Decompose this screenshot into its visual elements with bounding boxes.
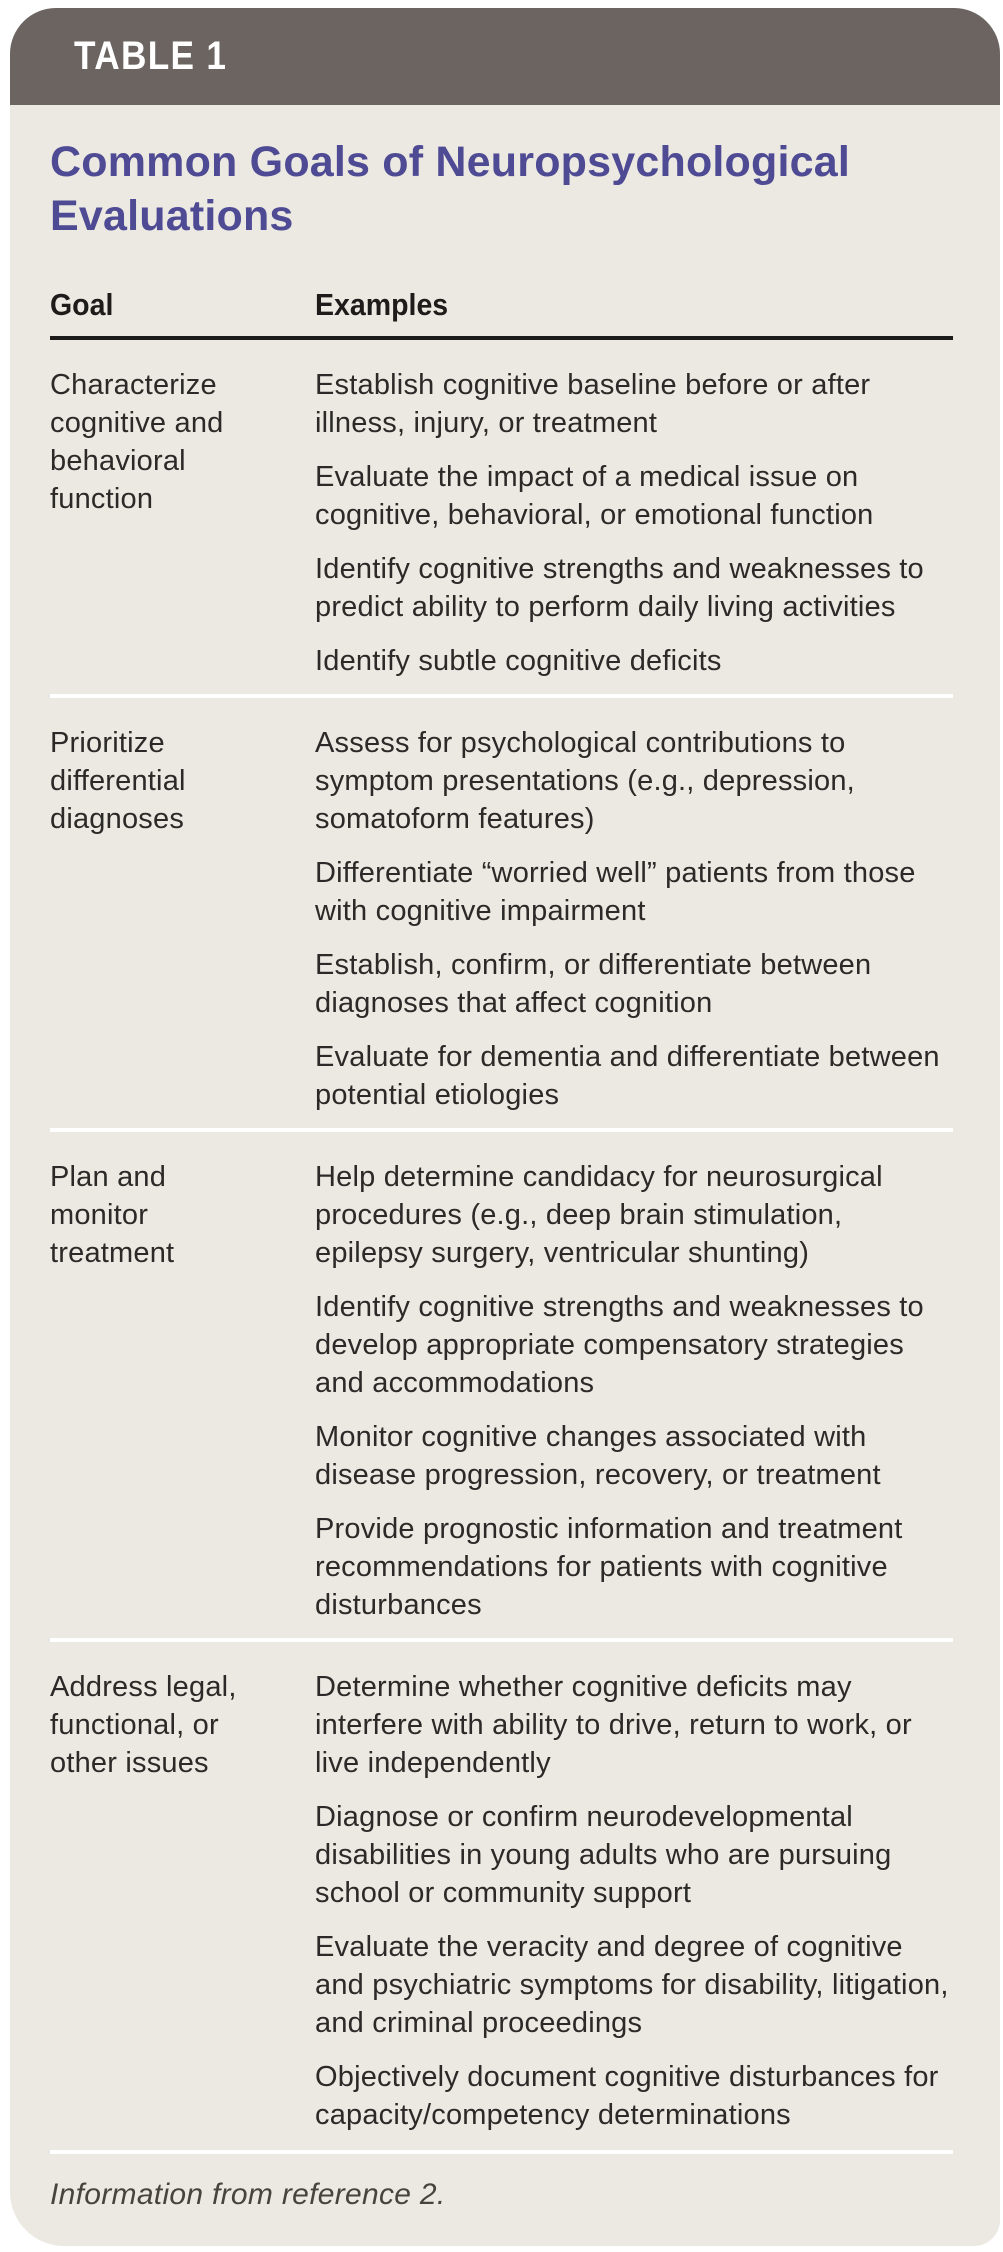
column-header-row [50, 287, 953, 340]
table-tag-bar [10, 8, 1000, 105]
goals-table [50, 287, 953, 2246]
example-item: Evaluate the veracity and degree of cognitive and psychiatric symptoms for disability, litigation, and criminal proceedings [315, 1931, 949, 2039]
goal-cell: Prioritize differential diagnoses [50, 727, 186, 835]
table-row [50, 1128, 953, 1638]
example-item: Evaluate the impact of a medical issue on cognitive, behavioral, or emotional function [315, 461, 874, 531]
table-footer [50, 2150, 953, 2246]
table-row [50, 1638, 953, 2148]
table-title: Common Goals of Neuropsychological Evaluations [50, 138, 851, 240]
examples-cell [315, 724, 953, 1114]
goal-cell: Characterize cognitive and behavioral function [50, 369, 224, 515]
column-header-goal: Goal [50, 287, 114, 322]
example-item: Assess for psychological contributions to symptom presentations (e.g., depression, somatoform features) [315, 727, 855, 835]
table-row [50, 340, 953, 694]
example-item: Objectively document cognitive disturbances for capacity/competency determinations [315, 2061, 939, 2131]
example-item: Diagnose or confirm neurodevelopmental disabilities in young adults who are pursuing school or community support [315, 1801, 892, 1909]
example-item: Provide prognostic information and treatment recommendations for patients with cognitive disturbances [315, 1513, 903, 1621]
example-item: Determine whether cognitive deficits may interfere with ability to drive, return to work, or live independently [315, 1671, 912, 1779]
example-item: Identify subtle cognitive deficits [315, 645, 722, 677]
example-item: Evaluate for dementia and differentiate between potential etiologies [315, 1041, 940, 1111]
example-item: Identify cognitive strengths and weaknesses to develop appropriate compensatory strategies and accommodations [315, 1291, 924, 1399]
examples-cell [315, 1668, 953, 2134]
goal-cell: Address legal, functional, or other issues [50, 1671, 237, 1779]
footer-note: Information from reference 2. [50, 2178, 446, 2211]
example-item: Differentiate “worried well” patients from those with cognitive impairment [315, 857, 916, 927]
examples-cell [315, 366, 953, 680]
table-row [50, 694, 953, 1128]
example-item: Establish, confirm, or differentiate between diagnoses that affect cognition [315, 949, 872, 1019]
examples-cell [315, 1158, 953, 1624]
column-header-examples: Examples [315, 287, 449, 322]
goal-cell: Plan and monitor treatment [50, 1161, 175, 1269]
example-item: Monitor cognitive changes associated with disease progression, recovery, or treatment [315, 1421, 881, 1491]
table-body [50, 340, 953, 2148]
example-item: Identify cognitive strengths and weaknesses to predict ability to perform daily living activities [315, 553, 924, 623]
table-card [10, 8, 1000, 2246]
table-tag-label: TABLE 1 [74, 34, 228, 78]
example-item: Establish cognitive baseline before or after illness, injury, or treatment [315, 369, 871, 439]
table-content [10, 135, 1000, 2246]
example-item: Help determine candidacy for neurosurgical procedures (e.g., deep brain stimulation, epilepsy surgery, ventricular shunting) [315, 1161, 883, 1269]
